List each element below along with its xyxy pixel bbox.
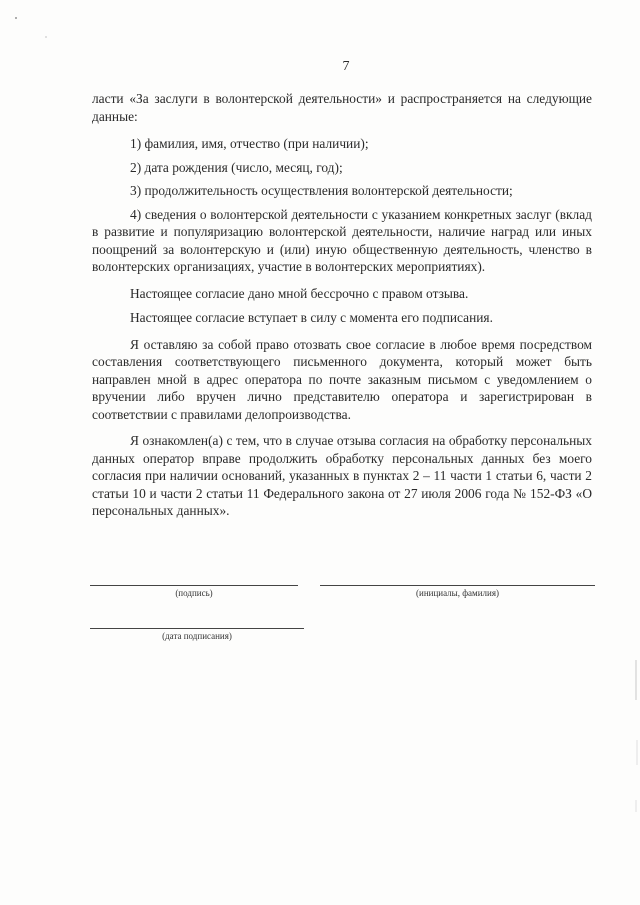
list-item-full-name: 1) фамилия, имя, отчество (при наличии); — [130, 136, 369, 151]
list-item-birth-date: 2) дата рождения (число, месяц, год); — [130, 159, 343, 175]
paragraph-withdrawal-right: Я оставляю за собой право отозвать свое согласие в любое время посредством составления соответствующего письменного документа, который может быть направлен мной в адрес оператора по почте заказным письмом с уведомлением о вручении либо вручен лично представителю оператора и зарегистрирован в соответствии с правилами делопроизводства. — [92, 336, 592, 422]
date-caption: (дата подписания) — [162, 631, 232, 641]
date-line — [90, 628, 304, 629]
name-caption: (инициалы, фамилия) — [416, 588, 499, 598]
paragraph-consent-effective: Настоящее согласие вступает в силу с момента его подписания. — [130, 310, 493, 325]
page-number: 7 — [342, 59, 350, 74]
name-line — [320, 585, 595, 586]
list-item-volunteer-info: 4) сведения о волонтерской деятельности с указанием конкретных заслуг (вклад в развитие и популяризацию волонтерской деятельности, наличие наград или иных поощрений за волонтерскую и (или) иную общественную деятельность, членство в волонтерских организациях, участие в волонтерских мероприятиях). — [92, 206, 592, 274]
paragraph-intro: ласти «За заслуги в волонтерской деятельности» и распространяется на следующие данные: — [92, 91, 592, 124]
document-body — [92, 90, 592, 520]
paragraph-acknowledgement: Я ознакомлен(а) с тем, что в случае отзыва согласия на обработку персональных данных оператор вправе продолжить обработку персональных данных без моего согласия при наличии оснований, указанных в пунктах 2 – 11 части 1 статьи 6, части 2 статьи 10 и части 2 статьи 11 Федерального закона от 27 июля 2006 года № 152-ФЗ «О персональных данных». — [92, 433, 592, 518]
list-item-duration: 3) продолжительность осуществления волонтерской деятельности; — [130, 183, 513, 198]
signature-caption: (подпись) — [175, 588, 213, 598]
paragraph-consent-term: Настоящее согласие дано мной бессрочно с правом отзыва. — [130, 285, 469, 301]
signature-line — [90, 585, 298, 586]
